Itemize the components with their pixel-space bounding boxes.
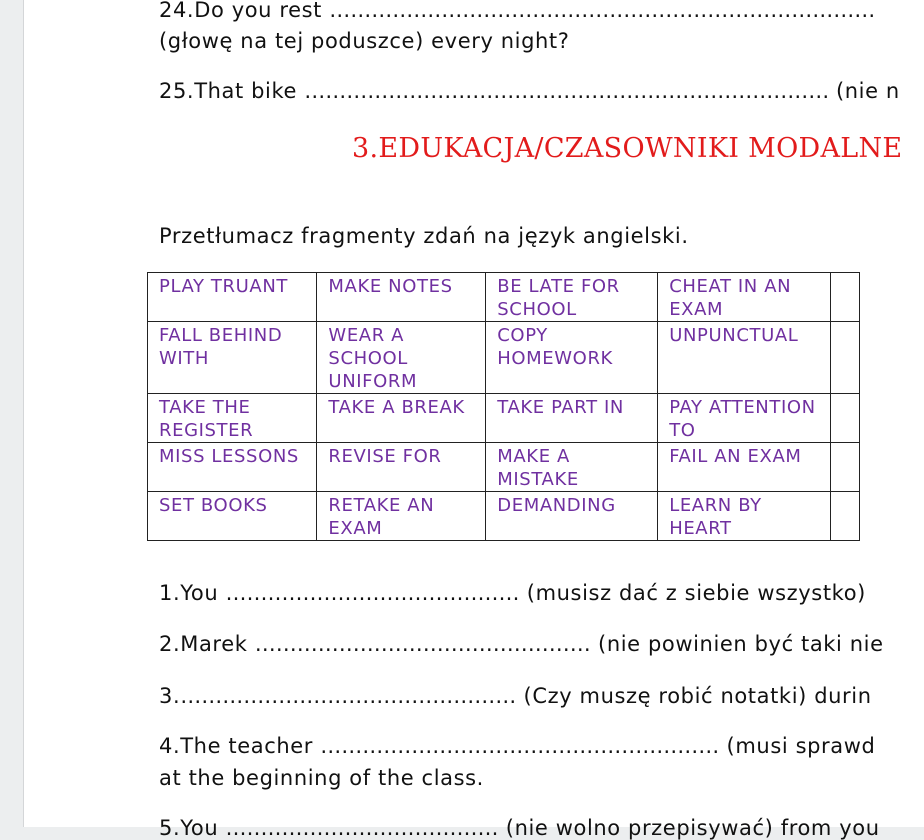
sentence-text: at the beginning of the class. <box>159 766 484 790</box>
sentence-text: 4.The teacher <box>159 734 321 758</box>
sentence-2 <box>159 632 884 656</box>
vocabulary-cell: PAY ATTENTION TO <box>658 394 831 443</box>
answer-blank[interactable]: ………………………………………… <box>180 684 517 708</box>
answer-blank[interactable]: ………………………………………… <box>254 632 591 656</box>
answer-blank[interactable]: ………………………………………………… <box>320 734 720 758</box>
sentence-text: 2.Marek <box>159 632 255 656</box>
vocabulary-cell: REVISE FOR <box>317 443 486 492</box>
vocabulary-cell: LEARN BY HEART <box>658 492 831 541</box>
vocabulary-cell: TAKE A BREAK <box>317 394 486 443</box>
line-text: 25.That bike <box>159 79 305 103</box>
sentence-4-continued <box>159 766 484 790</box>
vocabulary-cell: BE LATE FOR SCHOOL <box>486 273 658 322</box>
sentence-text: 5.You <box>159 816 226 840</box>
sentence-hint: (Czy muszę robić notatki) durin <box>516 684 872 708</box>
sentence-hint: (musisz dać z siebie wszystko) <box>519 581 866 605</box>
vocabulary-cell: CHEAT IN AN EXAM <box>658 273 831 322</box>
sentence-3 <box>159 684 872 708</box>
vocabulary-cell: TAKE PART IN <box>486 394 658 443</box>
vocabulary-cell: DEMANDING <box>486 492 658 541</box>
vocabulary-table <box>147 272 860 541</box>
sentence-hint: (nie powinien być taki nie <box>590 632 884 656</box>
answer-blank[interactable]: …………………………………… <box>225 581 520 605</box>
vocabulary-cell: MAKE NOTES <box>317 273 486 322</box>
vocabulary-row <box>148 394 860 443</box>
sentence-text: 1.You <box>159 581 226 605</box>
instruction-text: Przetłumacz fragmenty zdań na język angielski. <box>159 224 689 248</box>
vocabulary-cell: SET BOOKS <box>148 492 317 541</box>
section-heading: 3.EDUKACJA/CZASOWNIKI MODALNE <box>352 133 903 164</box>
vocabulary-row <box>148 273 860 322</box>
sentence-4 <box>159 734 875 758</box>
vocabulary-cell <box>831 492 860 541</box>
vocabulary-cell: FALL BEHIND WITH <box>148 322 317 394</box>
sentence-text: 3. <box>159 684 181 708</box>
vocabulary-cell: TAKE THE REGISTER <box>148 394 317 443</box>
vocabulary-cell: RETAKE AN EXAM <box>317 492 486 541</box>
vocabulary-cell: UNPUNCTUAL <box>658 322 831 394</box>
sentence-5 <box>159 816 880 840</box>
vocabulary-row <box>148 492 860 541</box>
vocabulary-cell <box>831 322 860 394</box>
exercise-line-25 <box>159 79 900 103</box>
exercise-line-24-continued <box>159 29 570 53</box>
sentence-1 <box>159 581 866 605</box>
vocabulary-cell: WEAR A SCHOOL UNIFORM <box>317 322 486 394</box>
vocabulary-row <box>148 443 860 492</box>
line-text: (głowę na tej poduszce) every night? <box>159 29 570 53</box>
answer-blank[interactable]: ………………………………………………………………… <box>304 79 836 103</box>
exercise-line-24 <box>159 0 875 22</box>
vocabulary-cell <box>831 394 860 443</box>
line-text: 24.Do you rest <box>159 0 330 22</box>
vocabulary-cell: FAIL AN EXAM <box>658 443 831 492</box>
vocabulary-cell: COPY HOMEWORK <box>486 322 658 394</box>
sentence-hint: (musi sprawd <box>719 734 876 758</box>
line-hint: (nie n <box>835 79 900 103</box>
sentence-hint: (nie wolno przepisywać) from you <box>498 816 880 840</box>
vocabulary-cell: PLAY TRUANT <box>148 273 317 322</box>
vocabulary-cell <box>831 443 860 492</box>
vocabulary-row <box>148 322 860 394</box>
answer-blank[interactable]: …………………………………………………………………… <box>329 0 876 22</box>
vocabulary-cell: MAKE A MISTAKE <box>486 443 658 492</box>
answer-blank[interactable]: ………………………………… <box>225 816 499 840</box>
vocabulary-cell <box>831 273 860 322</box>
vocabulary-cell: MISS LESSONS <box>148 443 317 492</box>
